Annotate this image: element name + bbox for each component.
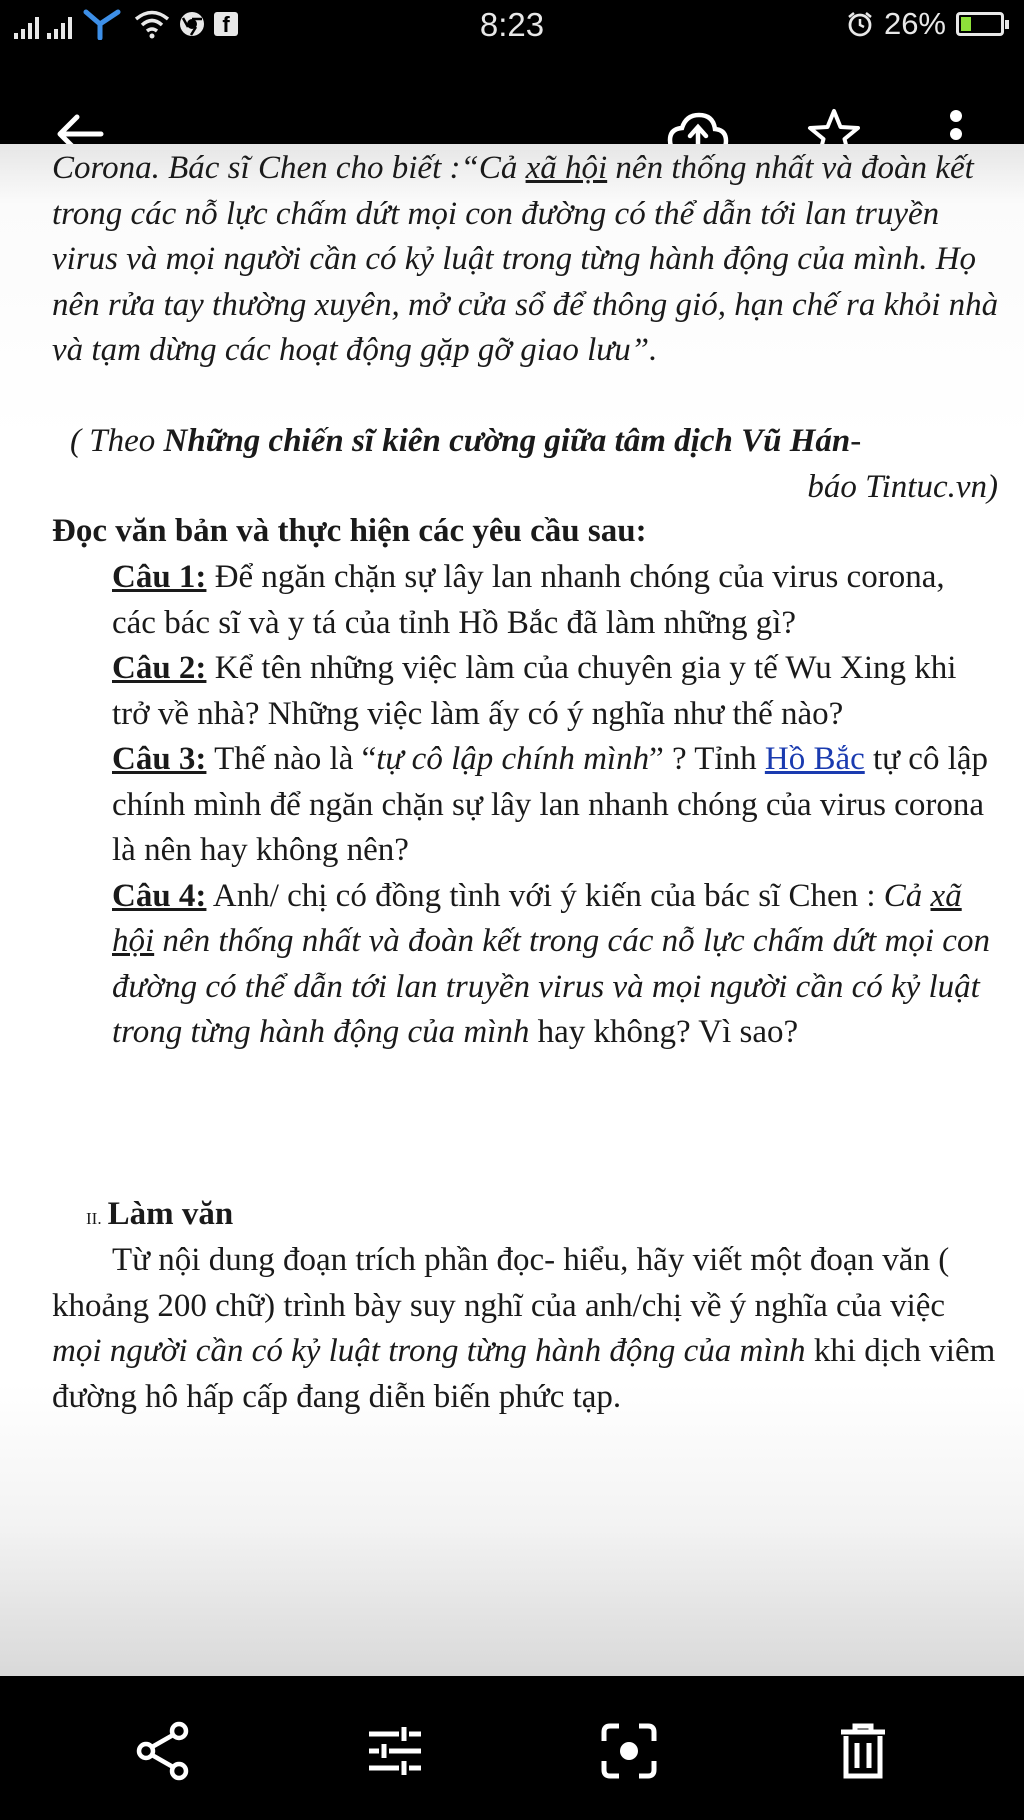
essay-text: Từ nội dung đoạn trích phần đọc- hiểu, hãy viết một đoạn văn ( khoảng 200 chữ) trình bày suy nghĩ của anh/chị về ý nghĩa của việc [52, 1242, 950, 1324]
question-item [112, 555, 992, 646]
battery-icon [956, 12, 1004, 36]
essay-italic: mọi người cần có kỷ luật trong từng hành động của mình [52, 1333, 806, 1369]
essay-text: khi dịch viêm đường hô hấp cấp đang diễn biến phức tạp. [52, 1333, 996, 1415]
question-link: xã hội [112, 877, 962, 959]
question-text: ” ? Tỉnh [649, 741, 765, 777]
bottom-toolbar [0, 1676, 1024, 1820]
essay-prompt [52, 1238, 1002, 1420]
battery-percent: 26% [883, 6, 946, 41]
section-title: Làm văn [107, 1196, 234, 1232]
clock: 8:23 [479, 6, 545, 43]
citation [52, 419, 998, 510]
delete-button[interactable] [828, 1716, 898, 1786]
facebook-icon: f [214, 12, 238, 36]
alarm-icon [846, 10, 874, 38]
passage-text [52, 146, 1002, 374]
share-icon [135, 1721, 191, 1781]
question-label: Câu 1: [112, 559, 207, 595]
question-text: Thế nào là “ [206, 741, 377, 777]
share-button[interactable] [128, 1716, 198, 1786]
battery-level [961, 17, 971, 31]
question-item [112, 737, 992, 874]
status-icons-right [846, 6, 1004, 42]
status-bar [0, 0, 1024, 52]
citation-prefix: ( Theo [70, 423, 164, 459]
citation-title: Những chiến sĩ kiên cường giữa tâm dịch Vũ Hán [163, 423, 851, 459]
question-item [112, 646, 992, 737]
citation-source: báo Tintuc.vn) [807, 468, 998, 505]
question-item [112, 874, 992, 1056]
passage-link: xã hội [525, 150, 608, 186]
trash-icon [838, 1723, 888, 1779]
question-label: Câu 4: [112, 877, 207, 914]
question-link: Hồ Bắc [764, 741, 865, 777]
question-italic: tự cô lập chính mình [376, 741, 650, 777]
question-text: tự cô lập chính mình để ngăn chặn sự lây lan nhanh chóng của virus corona là nên hay không nên? [112, 741, 989, 868]
section-numeral: II. [86, 1209, 102, 1228]
citation-line [52, 419, 998, 465]
lens-button[interactable] [594, 1716, 664, 1786]
question-label: Câu 3: [112, 741, 207, 777]
question-list [112, 555, 992, 1056]
document-image[interactable] [0, 144, 1024, 1676]
adjust-sliders-icon [367, 1724, 423, 1778]
instruction-heading: Đọc văn bản và thực hiện các yêu cầu sau: [52, 513, 647, 549]
passage-text-part: Corona. Bác sĩ Chen cho biết :“Cả [52, 150, 526, 186]
scan-lens-icon [601, 1723, 657, 1779]
section-heading [86, 1192, 786, 1242]
question-text: Kể tên những việc làm của chuyên gia y tế Wu Xing khi trở về nhà? Những việc làm ấy có ý nghĩa như thế nào? [112, 650, 957, 732]
question-text: hay không? Vì sao? [529, 1014, 799, 1050]
question-label: Câu 2: [112, 650, 207, 686]
question-text: Anh/ chị có đồng tình với ý kiến của bác sĩ Chen : [206, 877, 884, 914]
question-italic: Cả [883, 877, 931, 914]
question-italic: nên thống nhất và đoàn kết trong các nỗ lực chấm dứt mọi con đường có thể dẫn tới lan truyền virus và mọi người cần có kỷ luật trong từng hành động của mình [112, 923, 990, 1050]
citation-dash: - [850, 423, 862, 459]
edit-button[interactable] [360, 1716, 430, 1786]
question-text: Để ngăn chặn sự lây lan nhanh chóng của virus corona, các bác sĩ và y tá của tỉnh Hồ Bắc đã làm những gì? [112, 559, 945, 641]
passage-text-part: nên thống nhất và đoàn kết trong các nỗ lực chấm dứt mọi con đường có thể dẫn tới lan truyền virus và mọi người cần có kỷ luật trong từng hành động của mình. Họ nên rửa tay thường xuyên, mở cửa sổ để thông gió, hạn chế ra khỏi nhà và tạm dừng các hoạt động gặp gỡ giao lưu”. [52, 150, 999, 368]
top-toolbar [0, 52, 1024, 144]
